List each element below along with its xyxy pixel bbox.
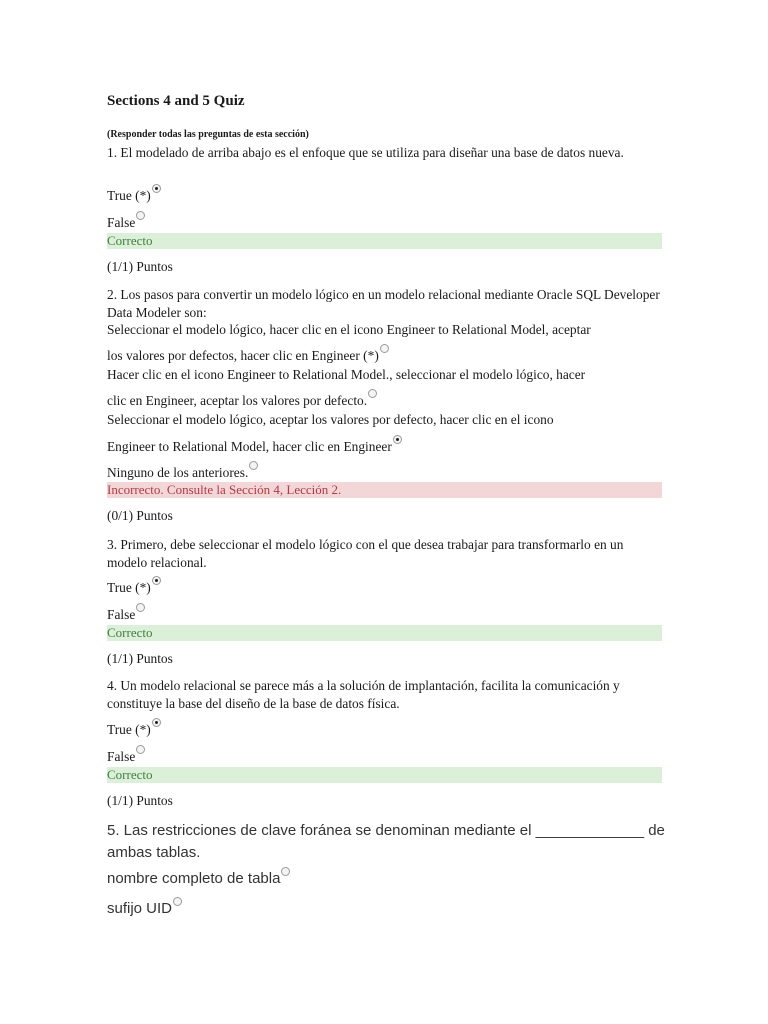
radio-selected-icon[interactable]	[152, 718, 161, 727]
question-2-points: (0/1) Puntos	[107, 508, 173, 523]
radio-selected-icon[interactable]	[152, 184, 161, 193]
question-2-option-2[interactable]	[107, 392, 663, 410]
option-label: True (*)	[107, 580, 151, 595]
option-label: nombre completo de tabla	[107, 870, 281, 887]
option-label: Ninguno de los anteriores.	[107, 465, 249, 480]
question-1-option-1[interactable]	[107, 187, 663, 205]
question-3-text: 3. Primero, debe seleccionar el modelo lógico con el que desea trabajar para transformarlo en un modelo relacional.	[107, 537, 624, 570]
radio-unselected-icon[interactable]	[368, 389, 377, 398]
radio-unselected-icon[interactable]	[136, 211, 145, 220]
radio-unselected-icon[interactable]	[173, 897, 182, 906]
radio-selected-icon[interactable]	[152, 576, 161, 585]
question-2-option-1[interactable]	[107, 347, 663, 365]
radio-unselected-icon[interactable]	[136, 745, 145, 754]
question-2-option-3[interactable]	[107, 438, 663, 456]
question-2-feedback: Incorrecto. Consulte la Sección 4, Lección 2.	[107, 482, 662, 498]
option-label: True (*)	[107, 188, 151, 203]
radio-unselected-icon[interactable]	[281, 867, 290, 876]
option-label: False	[107, 749, 136, 764]
question-3-feedback: Correcto	[107, 625, 662, 641]
option-label: False	[107, 215, 136, 230]
question-1-feedback: Correcto	[107, 233, 662, 249]
option-label: sufijo UID	[107, 900, 173, 917]
question-5-text: 5. Las restricciones de clave foránea se denominan mediante el _____________ de ambas tablas.	[107, 822, 665, 861]
quiz-instruction: (Responder todas las preguntas de esta sección)	[107, 129, 309, 140]
option-label: Engineer to Relational Model, hacer clic en Engineer	[107, 439, 392, 454]
option-label: los valores por defectos, hacer clic en Engineer (*)	[107, 348, 379, 363]
question-4-option-1[interactable]	[107, 721, 663, 739]
option-label: False	[107, 607, 136, 622]
question-4-feedback: Correcto	[107, 767, 662, 783]
question-3-option-1[interactable]	[107, 579, 663, 597]
radio-selected-icon[interactable]	[393, 435, 402, 444]
question-5-option-1[interactable]	[107, 869, 663, 889]
question-1-option-2[interactable]	[107, 214, 663, 232]
question-2-option-3-line1: Seleccionar el modelo lógico, aceptar los valores por defecto, hacer clic en el icono	[107, 412, 554, 427]
question-4-points: (1/1) Puntos	[107, 793, 173, 808]
question-5-option-2[interactable]	[107, 899, 663, 919]
question-3-points: (1/1) Puntos	[107, 651, 173, 666]
option-label: clic en Engineer, aceptar los valores por defecto.	[107, 393, 368, 408]
radio-unselected-icon[interactable]	[380, 344, 389, 353]
question-4-text: 4. Un modelo relacional se parece más a la solución de implantación, facilita la comunicación y constituye la base del diseño de la base de datos física.	[107, 678, 620, 711]
question-2-option-2-line1: Hacer clic en el icono Engineer to Relational Model., seleccionar el modelo lógico, hacer	[107, 367, 586, 382]
question-2-text: 2. Los pasos para convertir un modelo lógico en un modelo relacional mediante Oracle SQL Developer Data Modeler son:	[107, 287, 660, 320]
question-2-option-4[interactable]	[107, 464, 663, 482]
question-1-text: 1. El modelado de arriba abajo es el enfoque que se utiliza para diseñar una base de datos nueva.	[107, 145, 624, 160]
question-1-points: (1/1) Puntos	[107, 259, 173, 274]
question-3-option-2[interactable]	[107, 606, 663, 624]
radio-unselected-icon[interactable]	[249, 461, 258, 470]
quiz-title: Sections 4 and 5 Quiz	[107, 93, 245, 109]
option-label: True (*)	[107, 722, 151, 737]
radio-unselected-icon[interactable]	[136, 603, 145, 612]
question-4-option-2[interactable]	[107, 748, 663, 766]
question-2-option-1-line1: Seleccionar el modelo lógico, hacer clic en el icono Engineer to Relational Model, aceptar	[107, 322, 591, 337]
